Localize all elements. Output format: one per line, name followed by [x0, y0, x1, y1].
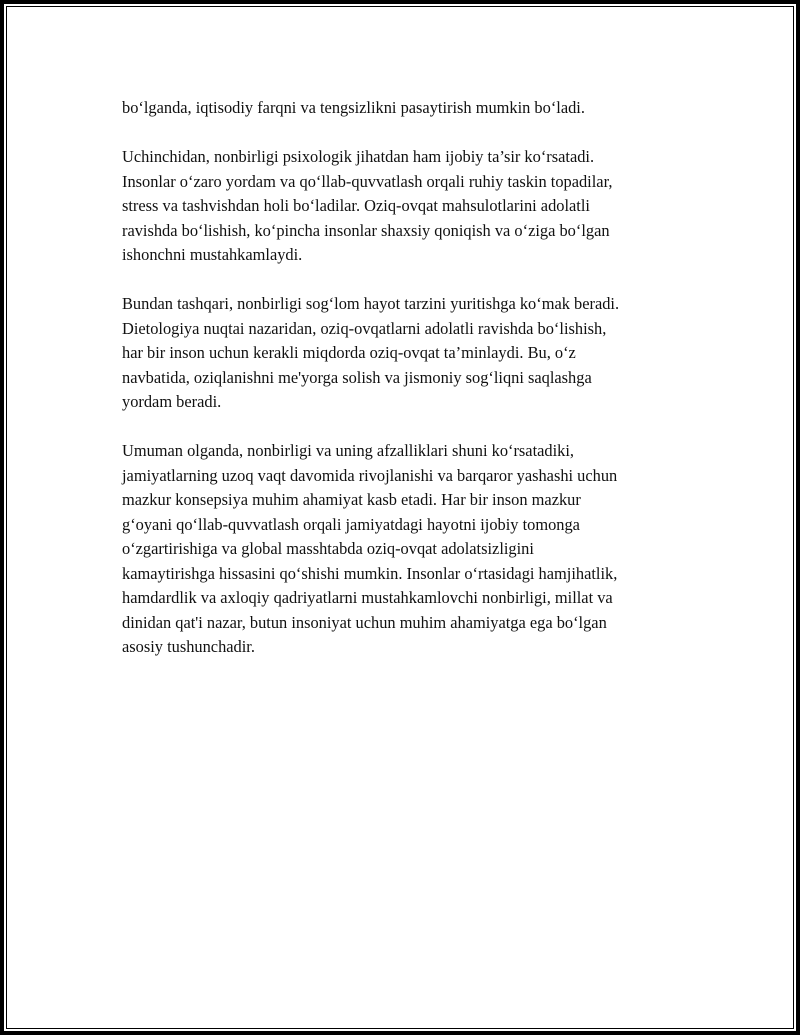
text-line: Bundan tashqari, nonbirligi sog‘lom hayot tarzini yuritishga ko‘mak beradi. — [122, 294, 620, 313]
text-line: jamiyatlarning uzoq vaqt davomida rivojlanishi va barqaror yashashi uchun — [122, 465, 618, 485]
text-line: Umuman olganda, nonbirligi va uning afzalliklari shuni ko‘rsatadiki, — [122, 441, 575, 460]
text-line: Insonlar o‘zaro yordam va qo‘llab-quvvatlash orqali ruhiy taskin topadilar, — [122, 171, 613, 191]
document-body — [122, 96, 697, 684]
paragraph-4 — [122, 439, 697, 660]
text-line: navbatida, oziqlanishni me'yorga solish va jismoniy sog‘liqni saqlashga — [122, 367, 592, 387]
paragraph-3 — [122, 292, 697, 415]
text-line: Uchinchidan, nonbirligi psixologik jihatdan ham ijobiy ta’sir ko‘rsatadi. — [122, 147, 595, 166]
text-line: Dietologiya nuqtai nazaridan, oziq-ovqatlarni adolatli ravishda bo‘lishish, — [122, 318, 607, 338]
text-line: g‘oyani qo‘llab-quvvatlash orqali jamiyatdagi hayotni ijobiy tomonga — [122, 514, 580, 534]
text-line: asosiy tushunchadir. — [122, 637, 255, 656]
text-line: har bir inson uchun kerakli miqdorda oziq-ovqat ta’minlaydi. Bu, o‘z — [122, 343, 576, 362]
text-line: dinidan qat'i nazar, butun insoniyat uchun muhim ahamiyatga ega bo‘lgan — [122, 612, 607, 632]
text-line: mazkur konsepsiya muhim ahamiyat kasb etadi. Har bir inson mazkur — [122, 490, 581, 509]
text-line: ishonchni mustahkamlaydi. — [122, 245, 303, 264]
text-line: stress va tashvishdan holi bo‘ladilar. Oziq-ovqat mahsulotlarini adolatli — [122, 196, 590, 215]
text-line: o‘zgartirishiga va global masshtabda oziq-ovqat adolatsizligini — [122, 539, 534, 558]
text-line: hamdardlik va axloqiy qadriyatlarni mustahkamlovchi nonbirligi, millat va — [122, 588, 613, 607]
paragraph-1 — [122, 96, 697, 121]
paragraph-2 — [122, 145, 697, 268]
text-line: yordam beradi. — [122, 392, 222, 411]
text-line: bo‘lganda, iqtisodiy farqni va tengsizlikni pasaytirish mumkin bo‘ladi. — [122, 98, 585, 117]
text-line: ravishda bo‘lishish, ko‘pincha insonlar shaxsiy qoniqish va o‘ziga bo‘lgan — [122, 220, 610, 240]
text-line: kamaytirishga hissasini qo‘shishi mumkin. Insonlar o‘rtasidagi hamjihatlik, — [122, 563, 618, 583]
